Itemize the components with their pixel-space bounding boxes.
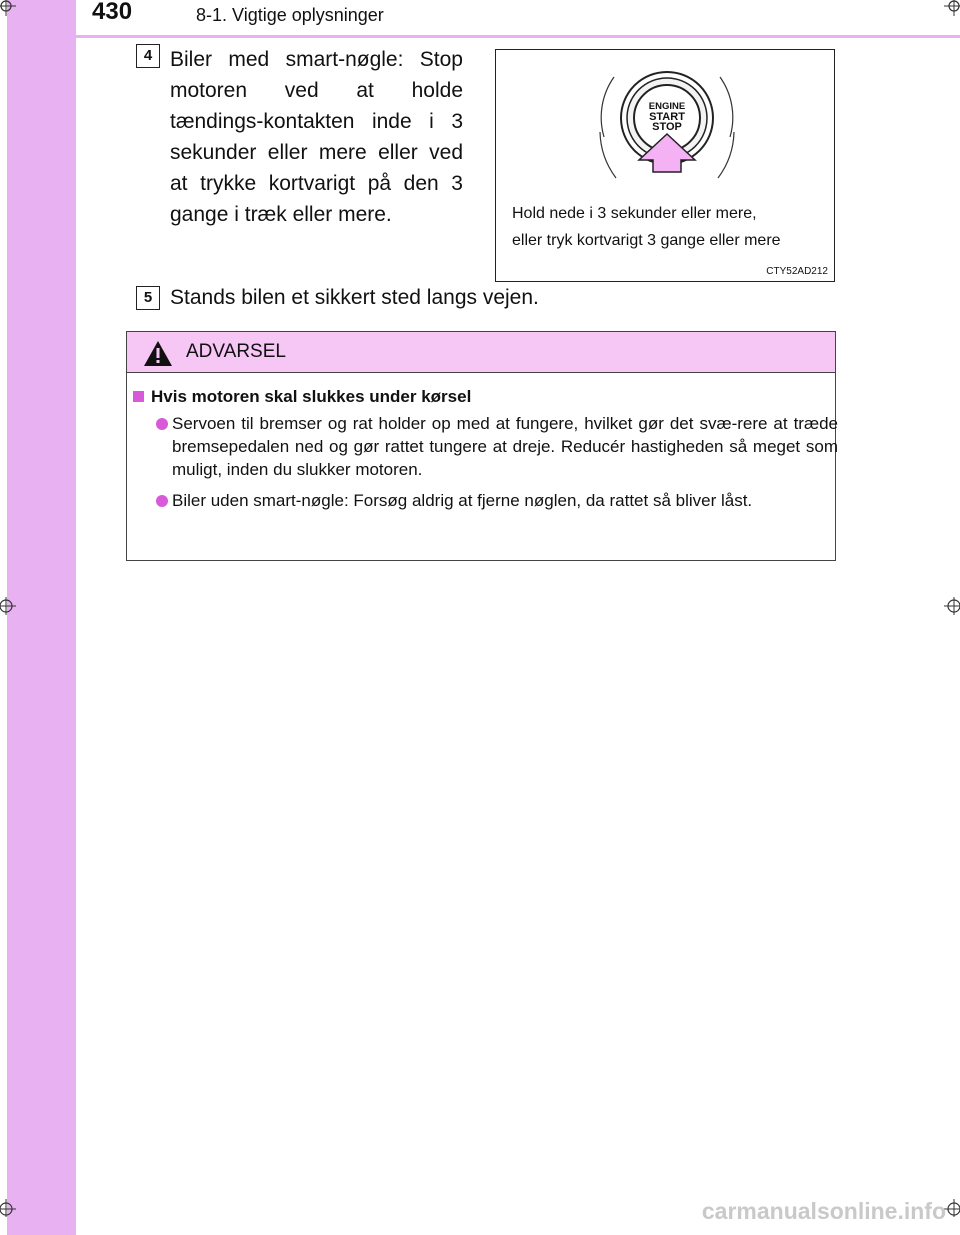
registration-mark-icon (0, 1195, 22, 1217)
step-4-text: Biler med smart-nøgle: Stop motoren ved at holde tændings-kontakten inde i 3 sekunder eller mere eller ved at trykke kortvarigt på den 3 gange i træk eller mere. (170, 48, 463, 226)
watermark: carmanualsonline.info (701, 1198, 946, 1224)
caption-line-1: Hold nede i 3 sekunder eller mere, (512, 205, 757, 222)
warning-heading (133, 387, 471, 407)
square-bullet-icon (133, 391, 144, 402)
warning-bullet-2 (156, 489, 838, 512)
button-label-start: START (649, 111, 685, 123)
bullet-dot-icon (156, 418, 168, 430)
step-number-5: 5 (136, 286, 160, 310)
warning-heading-text: Hvis motoren skal slukkes under kørsel (151, 387, 472, 406)
figure-code: CTY52AD212 (766, 266, 828, 277)
warning-title: ADVARSEL (186, 341, 286, 362)
warning-bullet-2-text: Biler uden smart-nøgle: Forsøg aldrig at fjerne nøglen, da rattet så bliver låst. (172, 491, 753, 510)
registration-mark-icon (0, 0, 22, 22)
warning-bullet-1-text: Servoen til bremser og rat holder op med at fungere, hvilket gør det svæ-rere at træde bremsepedalen ned og gør rattet tungere at dreje. Reducér hastigheden så meget som muligt, inden du slukker motoren. (172, 414, 838, 479)
warning-triangle-icon (143, 340, 173, 367)
page-number: 430 (92, 0, 133, 25)
header-rule (7, 35, 960, 38)
warning-header (127, 332, 835, 373)
registration-mark-icon (938, 0, 960, 22)
button-label-engine: ENGINE (648, 101, 686, 112)
section-title: 8-1. Vigtige oplysninger (196, 5, 384, 25)
step-number-4: 4 (136, 44, 160, 68)
bullet-dot-icon (156, 495, 168, 507)
warning-box (126, 331, 836, 561)
step-5-text: Stands bilen et sikkert sted langs vejen. (170, 286, 539, 309)
button-label-stop: STOP (652, 121, 682, 133)
caption-line-2: eller tryk kortvarigt 3 gange eller mere (512, 232, 781, 249)
button-label (637, 102, 697, 132)
warning-bullet-1 (156, 412, 838, 481)
start-button-figure (495, 49, 835, 282)
registration-mark-icon (938, 595, 960, 617)
registration-mark-icon (0, 595, 22, 617)
figure-caption (512, 200, 781, 254)
side-tab-bar (7, 0, 76, 1235)
